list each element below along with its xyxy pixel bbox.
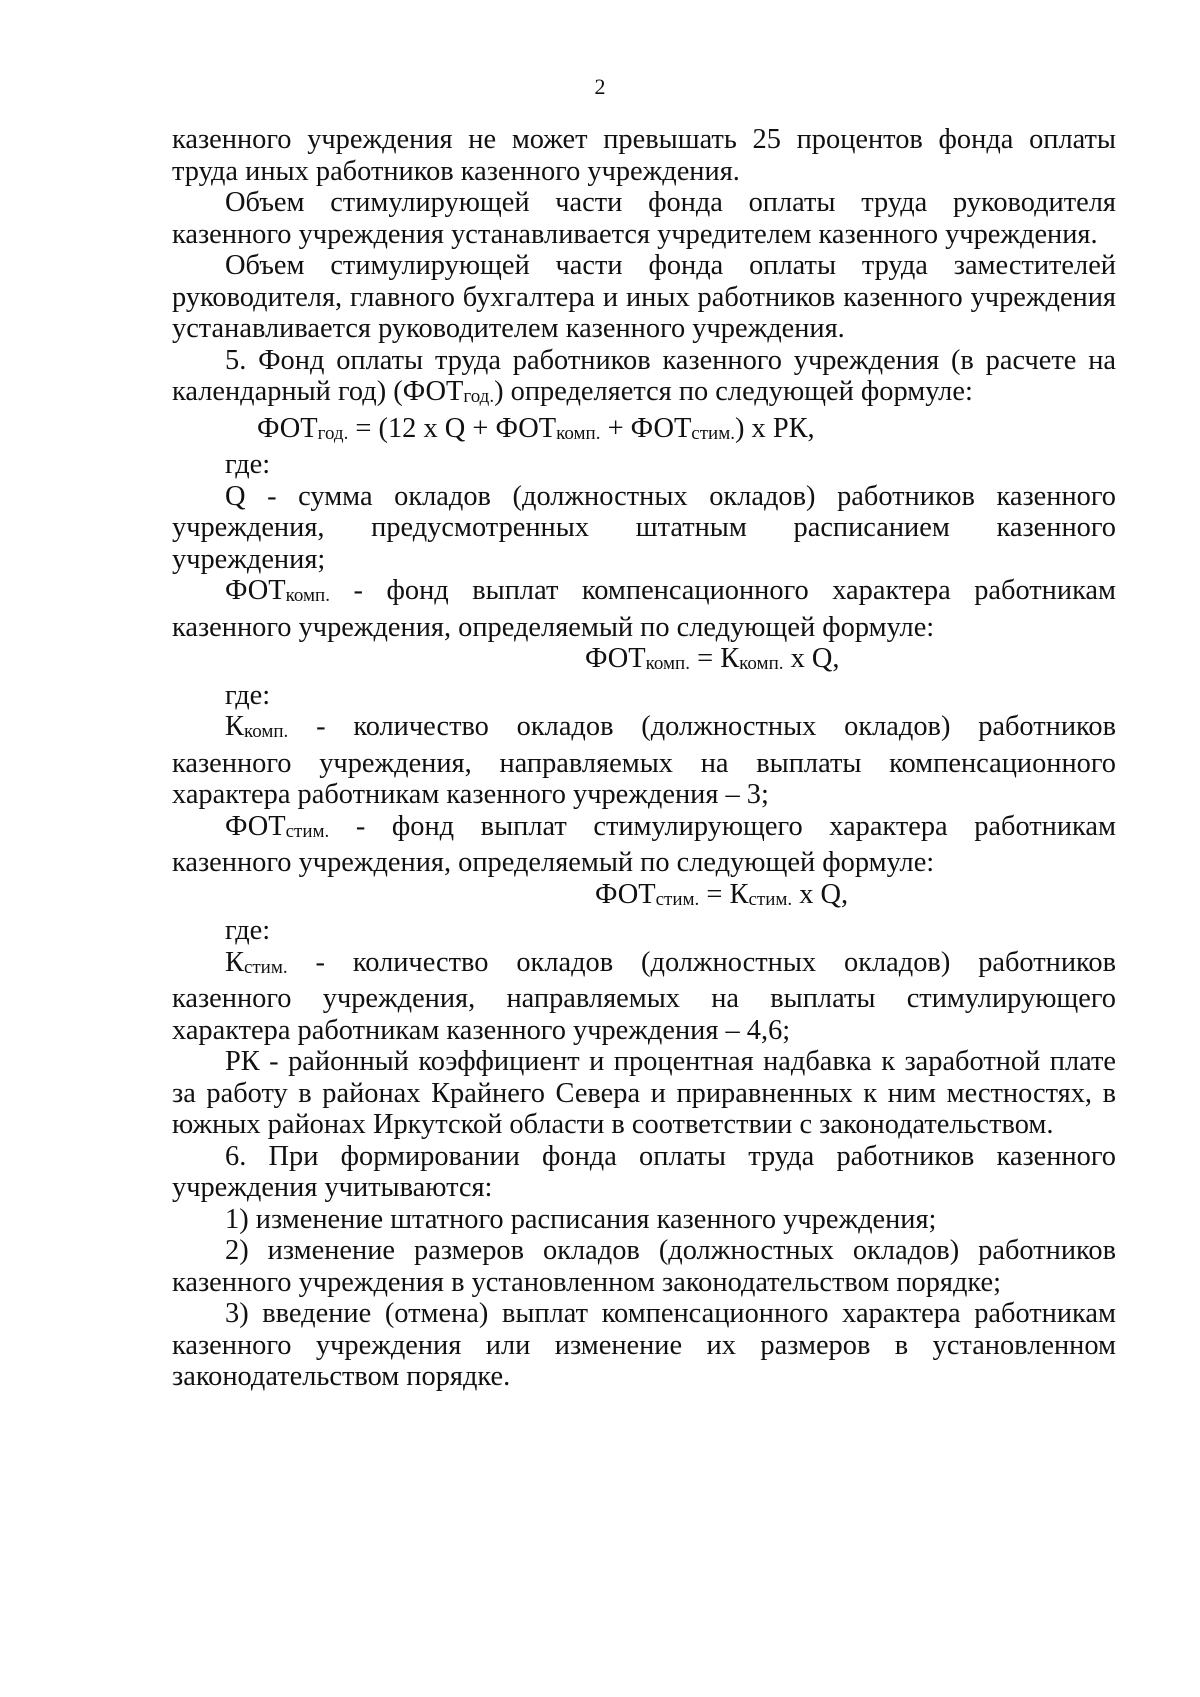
variable-subscript: комп. [285, 585, 330, 606]
list-item: 1) изменение штатного расписания казенного учреждения; [225, 1203, 937, 1235]
page-number: 2 [594, 74, 606, 99]
formula-subscript: стим. [691, 422, 735, 444]
variable-subscript: комп. [243, 721, 289, 742]
paragraph-deputies-stimulus: Объем стимулирующей части фонда оплаты труда заместителей руководителя, главного бухгалтера и иных работников казенного учреждения устанавливается руководителем казенного учреждения. [172, 250, 1116, 344]
definition-text: - фонд выплат компенсационного характера работникам казенного учреждения, определяемый по следующей формуле: [172, 575, 1116, 643]
variable: К [225, 946, 244, 978]
formula-subscript: год. [317, 422, 349, 444]
formula-term: ФОТ [257, 412, 318, 444]
formula-term: + ФОТ [600, 412, 692, 444]
formula-subscript: стим. [748, 888, 793, 910]
paragraph-item-5 [172, 345, 1116, 413]
list-item: 3) введение (отмена) выплат компенсационного характера работникам казенного учреждения или изменение их размеров в установленном законодательством порядке. [172, 1298, 1116, 1392]
definition-text: - количество окладов (должностных окладов) работников казенного учреждения, направляемых на выплаты компенсационного характера работникам казенного учреждения – 3; [172, 711, 1116, 810]
formula-fot-komp [172, 643, 1116, 680]
where-label: где: [225, 449, 271, 480]
variable-subscript: стим. [285, 820, 330, 842]
formula-term: x Q, [792, 878, 849, 910]
item-5-text: 5. Фонд оплаты труда работников казенного учреждения (в расчете на календарный год) (ФОТ [172, 344, 1116, 407]
definition-text: - количество окладов (должностных окладов) работников казенного учреждения, направляемых на выплаты стимулирующего характера работникам казенного учреждения – 4,6; [172, 946, 1116, 1046]
formula-subscript: комп. [556, 422, 601, 444]
variable: ФОТ [225, 575, 286, 606]
definition-q: Q - сумма окладов (должностных окладов) работников казенного учреждения, предусмотренных штатным расписанием казенного учреждения; [172, 480, 1116, 575]
formula-subscript: комп. [645, 653, 690, 674]
variable-subscript: стим. [243, 956, 288, 978]
definition-k-stim [172, 947, 1116, 1047]
paragraph-item-6: 6. При формировании фонда оплаты труда работников казенного учреждения учитываются: [172, 1140, 1116, 1203]
where-label: где: [225, 679, 271, 711]
paragraph-head-stimulus: Объем стимулирующей части фонда оплаты труда руководителя казенного учреждения устанавливается учредителем казенного учреждения. [172, 187, 1116, 250]
where-label: где: [225, 915, 271, 946]
formula-term: = К [689, 643, 740, 674]
definition-k-komp [172, 711, 1116, 811]
formula-term: x Q, [783, 643, 840, 674]
formula-term: = К [699, 878, 749, 910]
item-5-subscript: год. [463, 386, 495, 407]
formula-fot-stim [172, 879, 1116, 916]
formula-term: ФОТ [585, 643, 646, 674]
variable: ФОТ [225, 810, 286, 842]
formula-term: ) x РК, [734, 412, 815, 444]
definition-fot-stim [172, 811, 1116, 879]
formula-term: = (12 x Q + ФОТ [348, 412, 557, 444]
formula-fot-annual [172, 413, 1116, 450]
paragraph-continuation: казенного учреждения не может превышать 25 процентов фонда оплаты труда иных работников казенного учреждения. [172, 124, 1116, 187]
variable: К [225, 711, 244, 742]
list-item: 2) изменение размеров окладов (должностных окладов) работников казенного учреждения в установленном законодательством порядке; [172, 1235, 1116, 1298]
definition-text: - фонд выплат стимулирующего характера работникам казенного учреждения, определяемый по следующей формуле: [172, 810, 1116, 878]
definition-fot-komp [172, 575, 1116, 643]
item-5-text-end: ) определяется по следующей формуле: [494, 376, 973, 407]
definition-rk: РК - районный коэффициент и процентная надбавка к заработной плате за работу в районах Крайнего Севера и приравненных к ним местностях, в южных районах Иркутской области в соответствии с законодательством. [172, 1046, 1116, 1140]
formula-subscript: стим. [655, 888, 700, 910]
formula-subscript: комп. [739, 653, 784, 674]
document-body [172, 124, 1116, 1393]
formula-term: ФОТ [595, 878, 656, 910]
